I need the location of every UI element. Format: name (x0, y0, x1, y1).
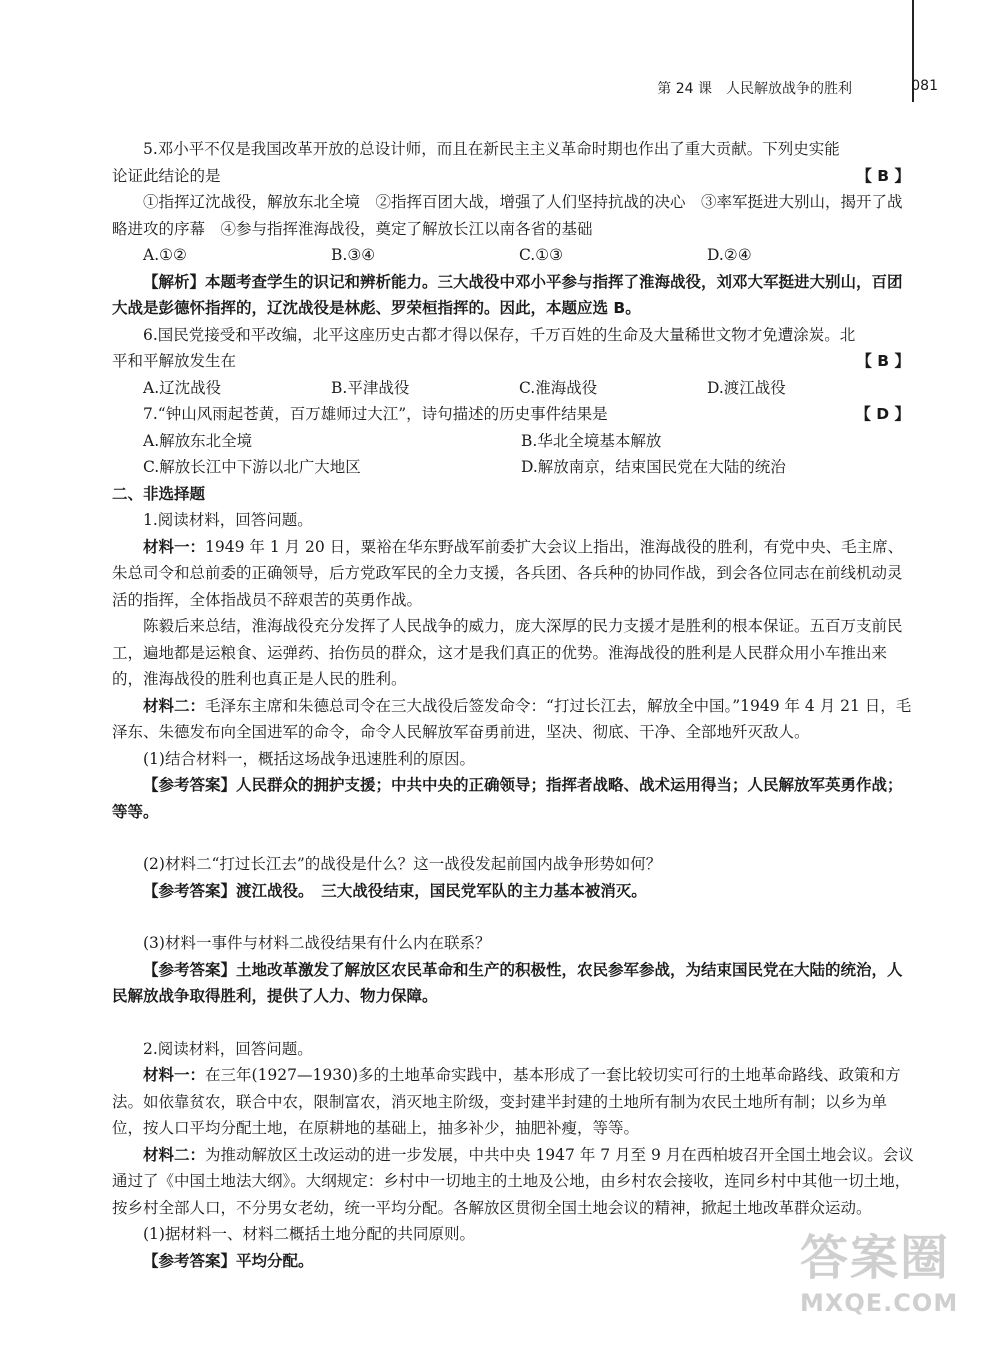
spacer (112, 825, 914, 851)
q5-option-c: C.①③ (519, 246, 564, 264)
q6-option-b: B.平津战役 (331, 378, 410, 397)
item2-material2-label: 材料二： (143, 1145, 206, 1164)
item1-prompt: 1.阅读材料，回答问题。 (143, 511, 313, 529)
item1-material1-label: 材料一： (143, 537, 206, 556)
q7-stem: 7.“钟山风雨起苍黄，百万雄师过大江”，诗句描述的历史事件结果是 (143, 405, 608, 423)
watermark (800, 1228, 970, 1338)
q7-options-row1 (112, 428, 914, 455)
q6-option-a: A.辽沈战役 (143, 378, 222, 397)
q7-option-a: A.解放东北全境 (143, 431, 253, 450)
item2-material2-text: 为推动解放区土改运动的进一步发展，中共中央 1947 年 7 月至 9 月在西柏坡召开全国土地会议。会议通过了《中国土地法大纲》。大纲规定：乡村中一切地主的土地及公地，由乡村农会接收，连同乡村中其他一切土地，按乡村全部人口，不分男女老幼，统一平均分配。各解放区贯彻全国土地会议的精神，掀起土地改革群众运动。 (112, 1145, 914, 1217)
watermark-url: MXQE.COM (800, 1289, 959, 1317)
item2-prompt: 2.阅读材料，回答问题。 (143, 1039, 313, 1058)
q7-stem-row (112, 401, 914, 428)
q5-option-a: A.①② (143, 246, 187, 264)
q6-option-d: D.渡江战役 (707, 378, 786, 397)
item2-question1: (1)据材料一、材料二概括土地分配的共同原则。 (143, 1225, 475, 1243)
item1-material2-text: 毛泽东主席和朱德总司令在三大战役后签发命令：“打过长江去，解放全中国。”1949 年 4 月 21 日，毛泽东、朱德发布向全国进军的命令，命令人民解放军奋勇前进，坚决、彻底、干净、全部地歼灭敌人。 (112, 696, 912, 741)
q5-analysis: 【解析】本题考查学生的识记和辨析能力。三大战役中邓小平参与指挥了淮海战役，刘邓大军挺进大别山，百团大战是彭德怀指挥的，辽沈战役是林彪、罗荣桓指挥的。因此，本题应选 B。 (112, 272, 903, 317)
q7-options-row2 (112, 454, 914, 481)
q7-option-c: C.解放长江中下游以北广大地区 (143, 458, 361, 476)
q5-option-d: D.②④ (707, 246, 752, 264)
item1-answer1: 【参考答案】人民群众的拥护支援；中共中央的正确领导；指挥者战略、战术运用得当；人民解放军英勇作战；等等。 (112, 776, 903, 821)
item1-answer3: 【参考答案】土地改革激发了解放区农民革命和生产的积极性，农民参军参战，为结束国民党在大陆的统治，人民解放战争取得胜利，提供了人力、物力保障。 (112, 960, 903, 1005)
item1-question3: (3)材料一事件与材料二战役结果有什么内在联系？ (143, 934, 491, 952)
q5-option-b: B.③④ (331, 246, 376, 264)
item2-material1 (112, 1062, 914, 1142)
q6-stem-line1: 6.国民党接受和平改编，北平这座历史古都才得以保存，千万百姓的生命及大量稀世文物才免遭涂炭。北 (143, 325, 856, 344)
item1-material2 (112, 693, 914, 746)
lesson-title: 第 24 课 人民解放战争的胜利 (657, 81, 852, 97)
spacer (112, 1010, 914, 1036)
spacer (112, 904, 914, 930)
item1-answer2: 【参考答案】渡江战役。 三大战役结束，国民党军队的主力基本被消灭。 (143, 881, 647, 900)
item1-material1 (112, 534, 914, 614)
item1-material1b: 陈毅后来总结，淮海战役充分发挥了人民战争的威力，庞大深厚的民力支援才是胜利的根本保证。五百万支前民工，遍地都是运粮食、运弹药、抬伤员的群众，这才是我们真正的优势。淮海战役的胜利是人民群众用小车推出来的，淮海战役的胜利也真正是人民的胜利。 (112, 617, 903, 688)
item1-question1: (1)结合材料一，概括这场战争迅速胜利的原因。 (143, 749, 475, 768)
q5-stem-line2-row (112, 163, 914, 190)
q6-stem-line2-row (112, 348, 914, 375)
q6-stem-line2: 平和平解放发生在 (112, 352, 237, 370)
section2-title: 二、非选择题 (112, 484, 206, 503)
q6-options (112, 375, 914, 402)
item1-question2: (2)材料二“打过长江去”的战役是什么？这一战役发起前国内战争形势如何？ (143, 855, 662, 873)
q5-statements: ①指挥辽沈战役，解放东北全境 ②指挥百团大战，增强了人们坚持抗战的决心 ③率军挺进大别山，揭开了战略进攻的序幕 ④参与指挥淮海战役，奠定了解放长江以南各省的基础 (112, 193, 903, 238)
q7-answer: 【 D 】 (855, 405, 910, 423)
item2-material1-label: 材料一： (143, 1066, 206, 1084)
q6-option-c: C.淮海战役 (519, 378, 598, 397)
q5-stem-line2: 论证此结论的是 (112, 166, 221, 185)
item2-material2 (112, 1142, 914, 1222)
q6-answer: 【 B 】 (856, 352, 910, 370)
item2-material1-text: 在三年(1927—1930)多的土地革命实践中，基本形成了一套比较切实可行的土地革命路线、政策和方法。如依靠贫农，联合中农，限制富农，消灭地主阶级，变封建半封建的土地所有制为农民土地所有制；以乡为单位，按人口平均分配土地，在原耕地的基础上，抽多补少，抽肥补瘦，等等。 (112, 1066, 901, 1137)
item1-material2-label: 材料二： (143, 696, 206, 715)
q5-stem-line1: 5.邓小平不仅是我国改革开放的总设计师，而且在新民主主义革命时期也作出了重大贡献。下列史实能 (143, 140, 840, 158)
page-content (112, 136, 914, 1274)
q7-option-d: D.解放南京，结束国民党在大陆的统治 (521, 458, 786, 476)
page-number: 081 (911, 78, 938, 94)
q7-option-b: B.华北全境基本解放 (521, 431, 662, 450)
item2-answer1: 【参考答案】平均分配。 (143, 1251, 314, 1270)
q5-options (112, 242, 914, 269)
watermark-logo: 答案圈 (800, 1230, 951, 1286)
item1-material1-text: 1949 年 1 月 20 日，粟裕在华东野战军前委扩大会议上指出，淮海战役的胜利，有党中央、毛主席、朱总司令和总前委的正确领导，后方党政军民的全力支援，各兵团、各兵种的协同作战，到会各位同志在前线机动灵活的指挥，全体指战员不辞艰苦的英勇作战。 (112, 537, 904, 609)
q5-answer: 【 B 】 (856, 166, 910, 185)
